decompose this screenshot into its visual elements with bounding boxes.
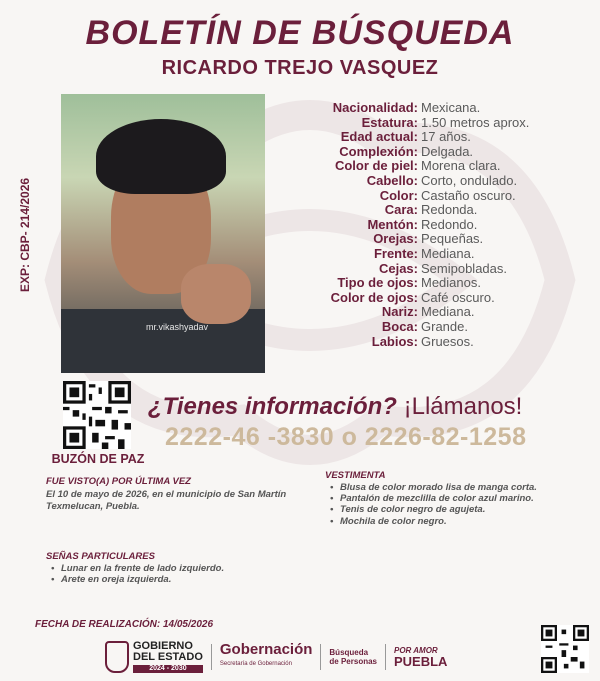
state-seal-icon [105,641,129,673]
photo-watermark: mr.vikashyadav [146,322,209,332]
field-row: Edad actual: 17 años. [340,129,471,145]
field-row: Tipo de ojos: Medianos. [337,275,481,291]
info-question: ¿Tienes información? ¡Llámanos! [148,393,523,420]
description-fields [270,101,600,349]
buzon-label: BUZÓN DE PAZ [51,452,145,466]
gobernacion-logo: Gobernación Secretaría de Gobernación [219,641,313,667]
list-item: • Lunar en la frente de lado izquierdo. [51,563,224,574]
vestimenta-heading: VESTIMENTA [325,470,386,481]
last-seen-text: El 10 de mayo de 2026, en el municipio de San Martín Texmelucan, Puebla. [46,489,287,512]
field-row: Labios: Gruesos. [371,333,474,349]
person-name: RICARDO TREJO VASQUEZ [161,57,439,79]
expediente-number: EXP: CBP- 214/2026 [18,177,32,292]
list-item: • Pantalón de mezclilla de color azul marino. [330,493,537,504]
list-item: • Arete en oreja izquierda. [51,574,224,585]
busqueda-logo: Búsqueda de Personas [329,648,377,666]
field-row: Color de ojos: Café oscuro. [330,289,495,305]
field-row: Color de piel: Morena clara. [334,158,501,174]
field-row: Boca: Grande. [381,318,468,334]
senas-heading: SEÑAS PARTICULARES [46,551,155,562]
phone-numbers: 2222-46 -3830 o 2226-82-1258 [165,423,527,451]
footer-logos [105,639,447,675]
field-row: Cejas: Semipobladas. [378,260,507,276]
field-row: Cabello: Corto, ondulado. [366,172,518,188]
person-photo [61,94,265,373]
list-item: • Tenis de color negro de agujeta. [330,504,537,515]
field-row: Cara: Redonda. [384,202,478,218]
last-seen-heading: FUE VISTO(A) POR ÚLTIMA VEZ [46,476,191,487]
por-amor-puebla-logo: POR AMOR PUEBLA [393,646,448,669]
field-row: Frente: Mediana. [373,245,475,261]
field-row: Estatura: 1.50 metros aprox. [361,114,530,130]
list-item: • Mochila de color negro. [330,516,537,527]
bulletin-title: BOLETÍN DE BÚSQUEDA [85,14,515,52]
field-row: Complexión: Delgada. [339,143,474,159]
footer-qr-code[interactable] [541,625,589,673]
list-item: • Blusa de color morado lisa de manga corta. [330,482,537,493]
field-row: Nacionalidad: Mexicana. [332,100,481,115]
senas-list [51,563,224,585]
buzon-qr-code[interactable] [63,381,131,449]
field-row: Orejas: Pequeñas. [373,231,484,247]
field-row: Mentón: Redondo. [367,216,478,232]
gobierno-logo: GOBIERNO DEL ESTADO 2024 - 2030 [133,640,203,672]
field-row: Nariz: Mediana. [381,304,475,320]
field-row: Color: Castaño oscuro. [379,187,516,203]
vestimenta-list [330,482,537,527]
creation-date: FECHA DE REALIZACIÓN: 14/05/2026 [35,619,214,630]
